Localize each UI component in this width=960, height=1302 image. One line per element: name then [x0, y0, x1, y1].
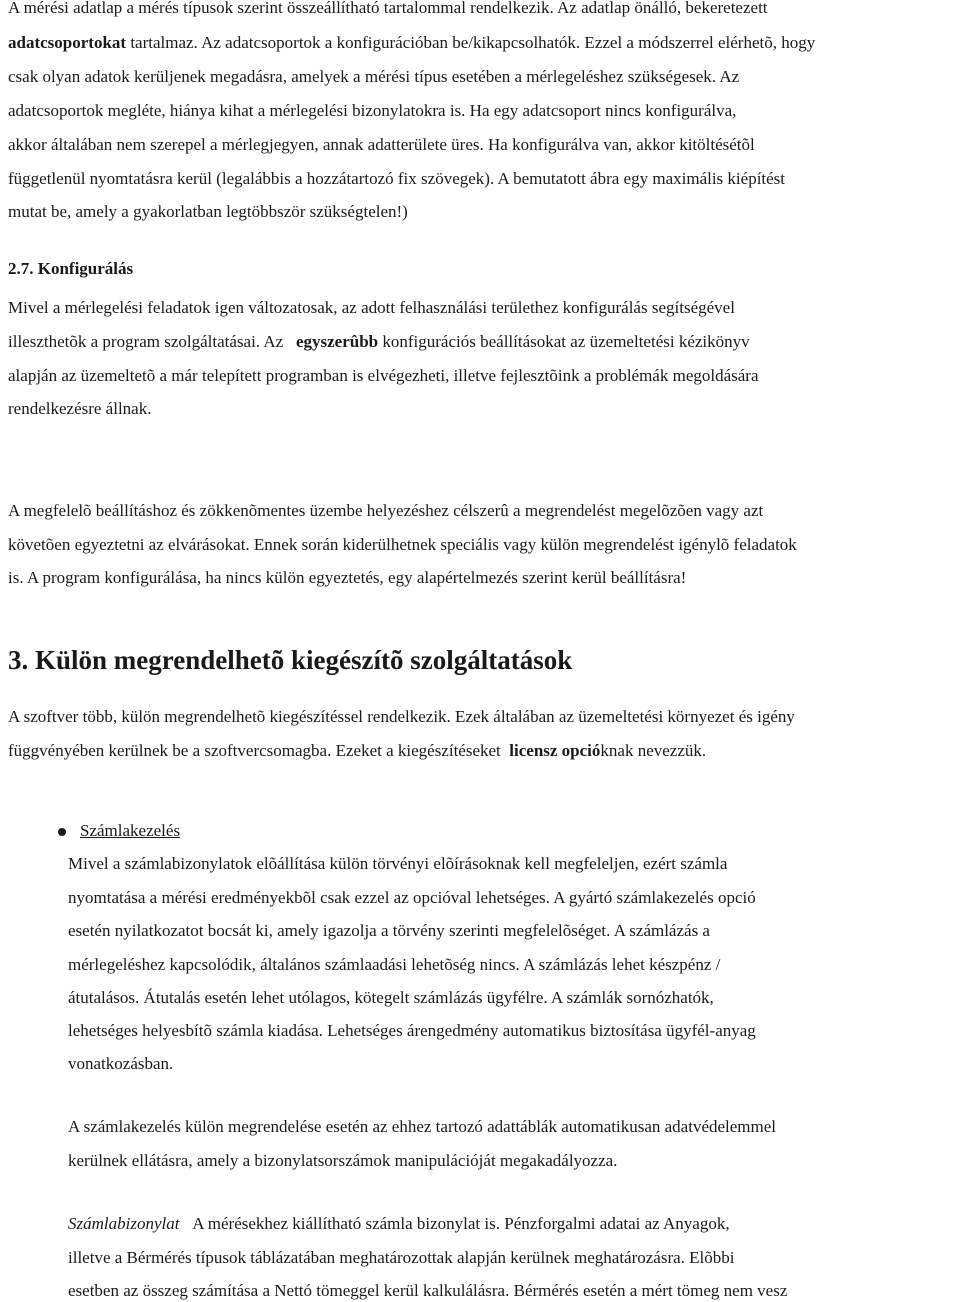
section27-line-4: rendelkezésre állnak. [8, 399, 152, 418]
section3-line-2-b: knak nevezzük. [600, 741, 707, 760]
para3-line-3: is. A program konfigurálása, ha nincs külön egyeztetés, egy alapértelmezés szerint kerül beállításra! [8, 568, 687, 587]
bullet-icon [58, 828, 66, 836]
section27-line-2-b: konfigurációs beállításokat az üzemeltetési kézikönyv [382, 332, 750, 351]
section3-line-2-a: függvényében kerülnek be a szoftvercsomagba. Ezeket a kiegészítéseket [8, 741, 501, 760]
para3-line-2: követõen egyeztetni az elvárásokat. Ennek során kiderülhetnek speciális vagy külön megrendelést igénylõ feladatok [8, 535, 797, 554]
para1-line-6: függetlenül nyomtatásra kerül (legalábbis a hozzátartozó fix szövegek). A bemutatott ábra egy maximális kiépítést [8, 169, 786, 188]
para1-line-2 [8, 32, 815, 54]
szamla-p2-line-1: A számlakezelés külön megrendelése esetén az ehhez tartozó adattáblák automatikusan adatvédelemmel [68, 1117, 777, 1136]
para1-line-2-rest: tartalmaz. Az adatcsoportok a konfigurációban be/kikapcsolhatók. Ezzel a módszerrel elérhetõ, hogy [126, 33, 816, 52]
italic-term: Számlabizonylat [68, 1214, 180, 1233]
szamla-p2-line-2: kerülnek ellátásra, amely a bizonylatsorszámok manipulációját megakadályozza. [68, 1151, 618, 1170]
section-heading-kulon-megrendelheto: 3. Külön megrendelhetõ kiegészítõ szolgáltatások [8, 645, 573, 675]
szamla-p3-line-1-text: A mérésekhez kiállítható számla bizonylat is. Pénzforgalmi adatai az Anyagok, [192, 1214, 730, 1233]
section3-line-1: A szoftver több, külön megrendelhetõ kiegészítéssel rendelkezik. Ezek általában az üzemeltetési környezet és igény [8, 707, 795, 726]
szamla-line-6: lehetséges helyesbítõ számla kiadása. Lehetséges árengedmény automatikus biztosítása ügyfél-anyag [68, 1021, 756, 1040]
szamla-line-2: nyomtatása a mérési eredményekbõl csak ezzel az opcióval lehetséges. A gyártó számlakezelés opció [68, 888, 756, 907]
szamla-line-5: átutalásos. Átutalás esetén lehet utólagos, kötegelt számlázás ügyfélre. A számlák sornózhatók, [68, 988, 714, 1007]
section27-line-1: Mivel a mérlegelési feladatok igen változatosak, az adott felhasználási területhez konfigurálás segítségével [8, 298, 735, 317]
szamla-p3-line-2: illetve a Bérmérés típusok táblázatában meghatározottak alapján kerülnek meghatározásra. Elõbbi [68, 1248, 735, 1267]
para1-line-1: A mérési adatlap a mérés típusok szerint összeállítható tartalommal rendelkezik. Az adatlap önálló, bekeretezett [8, 0, 768, 17]
bold-term: licensz opció [509, 741, 601, 760]
bold-term: adatcsoportokat [8, 33, 127, 52]
para1-line-7: mutat be, amely a gyakorlatban legtöbbször szükségtelen!) [8, 202, 408, 221]
szamla-line-3: esetén nyilatkozatot bocsát ki, amely igazolja a törvény szerinti megfelelõséget. A számlázás a [68, 921, 710, 940]
section27-line-2-a: illeszthetõk a program szolgáltatásai. Az [8, 332, 284, 351]
szamla-line-7: vonatkozásban. [68, 1054, 174, 1073]
section27-line-3: alapján az üzemeltetõ a már telepített programban is elvégezheti, illetve fejlesztõink a problémák megoldására [8, 366, 759, 385]
szamlakezeles-title: Számlakezelés [80, 821, 181, 840]
bold-term: egyszerûbb [295, 332, 379, 351]
para1-line-3: csak olyan adatok kerüljenek megadásra, amelyek a mérési típus esetében a mérlegeléshez szükségesek. Az [8, 67, 740, 86]
section27-line-2 [8, 331, 750, 353]
para3-line-1: A megfelelõ beállításhoz és zökkenõmentes üzembe helyezéshez célszerû a megrendelést megelõzõen vagy azt [8, 501, 764, 520]
section3-line-2 [8, 740, 706, 762]
section-heading-konfiguralas: 2.7. Konfigurálás [8, 259, 134, 278]
szamla-p3-line-1 [68, 1213, 730, 1235]
szamla-line-1: Mivel a számlabizonylatok elõállítása külön törvényi elõírásoknak kell megfeleljen, ezért számla [68, 854, 728, 873]
szamla-line-4: mérlegeléshez kapcsolódik, általános számlaadási lehetõség nincs. A számlázás lehet készpénz / [68, 955, 721, 974]
szamla-p3-line-3: esetben az összeg számítása a Nettó tömeggel kerül kalkulálásra. Bérmérés esetén a mért tömeg nem vesz [68, 1281, 788, 1300]
para1-line-5: akkor általában nem szerepel a mérlegjegyen, annak adatterülete üres. Ha konfigurálva van, akkor kitöltésétõl [8, 135, 755, 154]
para1-line-4: adatcsoportok megléte, hiánya kihat a mérlegelési bizonylatokra is. Ha egy adatcsoport nincs konfigurálva, [8, 101, 737, 120]
